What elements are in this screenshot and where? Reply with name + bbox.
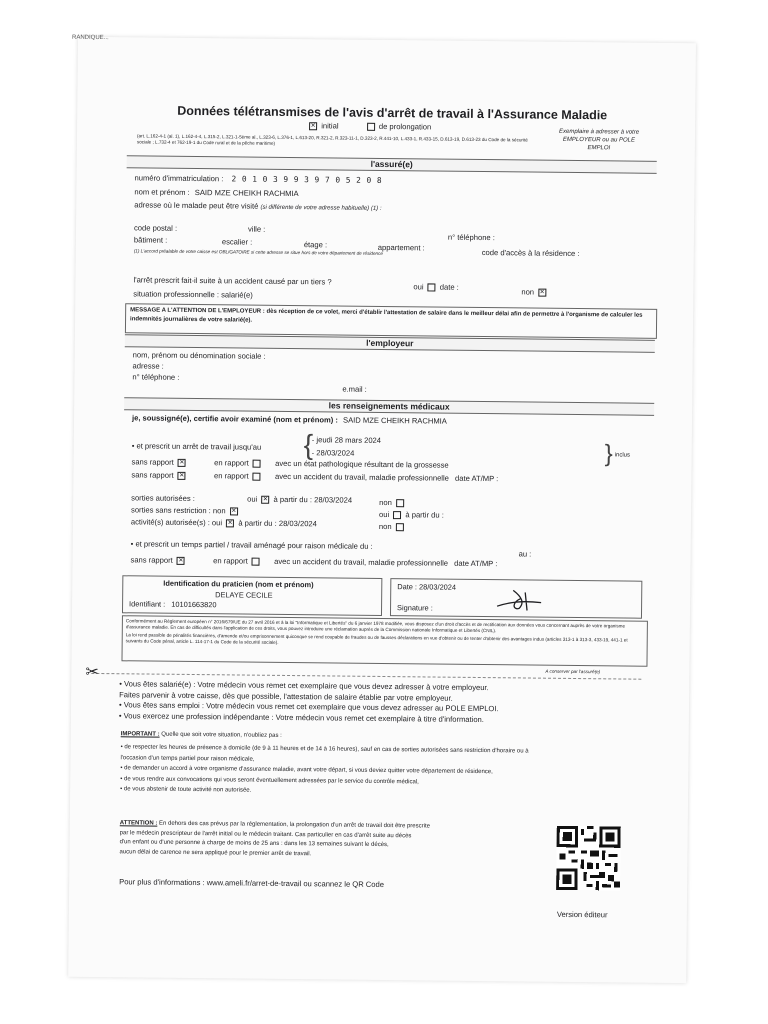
pt-en-rapport-checkbox[interactable]: [252, 558, 260, 566]
pregnancy-en-rapport-checkbox[interactable]: [253, 460, 261, 468]
part-time-accident-row: [130, 555, 497, 568]
activity-from-label: à partir du :: [238, 518, 277, 528]
version-label: Version éditeur: [556, 909, 608, 920]
employer-message: MESSAGE A L'ATTENTION DE L'EMPLOYEUR : dès réception de ce volet, merci d'établir l'attestation de salaire dans le meilleur délai afin de permettre à l'organisme de calculer les indemnités journalières de votre salarié(e).: [125, 303, 657, 339]
activity-non-group: [379, 522, 406, 531]
initial-label: initial: [321, 121, 339, 131]
accident-non-group: [521, 287, 548, 296]
qr-code-icon[interactable]: [556, 824, 621, 893]
important-item: l'occasion d'un temps partiel pour raison médicale,: [120, 754, 255, 763]
insured-number-value: 2 0 1 0 3 9 9 3 9 7 0 5 2 0 8: [231, 174, 383, 185]
instruction-line: Faites parvenir à votre caisse, dès que possible, l'attestation de salaire établie par votre employeur.: [119, 689, 453, 703]
pregnancy-en-rapport-label: en rapport: [214, 458, 249, 468]
attention-line: aucun délai de carence ne sera appliqué pour le premier arrêt de travail.: [119, 848, 312, 857]
right-brace: }: [604, 440, 613, 468]
important-item: • de respecter les heures de présence à domicile (de 9 à 11 heures et de 14 à 16 heures), sauf en cas de sorties autorisées sans restriction d'horaire ou à: [120, 744, 529, 755]
pregnancy-sans-rapport-checkbox[interactable]: [178, 459, 186, 467]
instructions-block: [119, 679, 499, 725]
accident-sans-rapport-label: sans rapport: [131, 470, 174, 480]
penalty-text: La loi rend passible de pénalités financières, d'amende et/ou emprisonnement quiconque se rend coupable de fraudes ou de fausses déclarations en vue d'obtenir ou de tenter d'obtenir des avantages indus (articles 313-1 à 313-3, 433-19, 441-1 et suivants du Code pénal, article L. 114-17-1 du Code de la sécurité sociale).: [125, 632, 628, 645]
important-item: • de vous abstenir de toute activité non autorisée.: [120, 786, 252, 794]
postal-code-label: code postal :: [133, 223, 178, 233]
practitioner-date-label: Date :: [397, 582, 418, 592]
outings-free-row: [131, 505, 240, 515]
activity-non-checkbox[interactable]: [396, 523, 404, 531]
stop-until-label: • et prescrit un arrêt de travail jusqu'au: [131, 441, 262, 452]
outings-free-oui-group: [379, 510, 444, 520]
pt-en-rapport-label: en rapport: [213, 556, 248, 566]
stairs-label: escalier :: [221, 237, 253, 247]
situation-row: [133, 289, 253, 299]
instruction-line: • Vous êtes salarié(e) : Votre médecin vous remet cet exemplaire que vous devez adresser à votre employeur.: [119, 679, 489, 693]
attention-title: ATTENTION :: [119, 820, 158, 827]
keep-note: A conserver par l'assuré(e): [545, 668, 601, 675]
practitioner-date-value: 28/03/2024: [419, 582, 457, 592]
type-checkboxes: [307, 121, 431, 131]
practitioner-id-row: [129, 599, 217, 609]
signature-label: Signature :: [397, 603, 433, 613]
outings-free-oui-checkbox[interactable]: [393, 511, 401, 519]
access-code-label: code d'accès à la résidence :: [481, 248, 580, 259]
attention-line: En dehors des cas prévus par la réglementation, la prolongation d'un arrêt de travail doit être prescrite: [158, 820, 431, 830]
pt-work-accident-text: avec un accident du travail, maladie professionnelle: [274, 556, 449, 568]
prolongation-checkbox[interactable]: [367, 123, 375, 131]
visit-address-label: adresse où le malade peut être visité: [134, 200, 259, 211]
stop-date-text: - jeudi 28 mars 2024: [311, 435, 382, 445]
pt-sans-rapport-checkbox[interactable]: [177, 557, 185, 565]
certify-label: je, soussigné(e), certifie avoir examiné (nom et prénom) :: [131, 413, 339, 425]
insured-footnote: (1) L'accord préalable de votre caisse est OBLIGATOIRE si cette adresse se situe hors de votre département de résidence: [133, 248, 383, 256]
important-item: • de demander un accord à votre organisme d'assurance maladie, avant votre départ, si vous deviez quitter votre département de résidence,: [120, 765, 493, 776]
scissors-icon: ✂: [85, 663, 99, 682]
insured-name-value: SAID MZE CHEIKH RACHMIA: [194, 187, 299, 199]
signature-scribble-icon: [491, 584, 551, 613]
employer-address-label: adresse :: [132, 361, 164, 371]
top-mark: RANDIQUE...: [71, 34, 109, 42]
attention-line: d'un enfant ou d'une personne à charge de moins de 25 ans : dans les 13 semaines suivant le décès,: [119, 839, 389, 849]
practitioner-id-value: 10101663820: [171, 599, 217, 610]
floor-label: étage :: [303, 240, 328, 250]
medical-section-header: les renseignements médicaux: [124, 397, 654, 416]
employer-phone-label: n° téléphone :: [132, 372, 180, 382]
inclus-label: inclus: [614, 452, 631, 459]
accident-non-checkbox[interactable]: [538, 289, 546, 297]
part-time-label: • et prescrit un temps partiel / travail aménagé pour raison médicale du :: [130, 539, 373, 551]
legal-references: (art. L.162-4-1 (al. 1), L.162-4-4, L.315-2, L.321-1-5ème al., L.323-6, L.376-1, L.613-20, R.321-2, R.323-11-1, D.323-2, R.441-10, L.433-1, R.433-15, D.613-19, D.613-23 du Code de la sécurité sociale ; L.732-4 et 762-19-1 du Code rural et de la pêche maritime): [136, 133, 528, 146]
left-brace: {: [303, 429, 314, 461]
visit-address-note: (si différente de votre adresse habituelle) (1) :: [260, 204, 382, 212]
pregnancy-row: [132, 457, 449, 469]
atmp-date-label: date AT/MP :: [455, 473, 499, 484]
rgpd-text: Conformément au Règlement européen n° 2016/679/UE du 27 avril 2016 et à la loi "Informatique et Libertés" du 6 janvier 1978 modifiée, vous disposez d'un droit d'accès et de rectification aux données vous concernant auprès de votre organisme d'assurance maladie. En cas de difficultés dans l'application de ces droits, vous pouvez introduire une réclamation auprès de la Commission nationale Informatique et Libertés (CNIL).: [125, 618, 626, 634]
accident-en-rapport-checkbox[interactable]: [253, 473, 261, 481]
outings-auth-oui-group: [247, 495, 352, 505]
important-list: [120, 742, 529, 799]
visit-address-row: [134, 200, 381, 212]
building-label: bâtiment :: [133, 235, 168, 245]
insured-number-label: numéro d'immatriculation :: [134, 173, 224, 184]
outings-free-from-label: à partir du :: [405, 510, 444, 520]
activity-row: [131, 517, 317, 528]
accident-date-label: date :: [439, 282, 459, 292]
outings-auth-label: sorties autorisées :: [131, 493, 195, 504]
situation-value: salarié(e): [221, 290, 253, 300]
pregnancy-text: avec un état pathologique résultant de la grossesse: [275, 458, 449, 470]
outings-non-checkbox[interactable]: [396, 499, 404, 507]
accident-oui-checkbox[interactable]: [428, 283, 436, 291]
situation-label: situation professionnelle :: [133, 289, 220, 300]
outings-from-label: à partir du :: [273, 494, 313, 505]
activity-from-date: 28/03/2024: [278, 518, 317, 529]
outings-non-group: [379, 498, 406, 507]
practitioner-heading: Identification du praticien (nom et prénom): [163, 578, 314, 590]
insured-number-row: [134, 173, 382, 185]
city-label: ville :: [247, 224, 266, 234]
document-title: Données télétransmises de l'avis d'arrêt de travail à l'Assurance Maladie: [177, 103, 608, 123]
important-item: • de vous rendre aux convocations qui vous seront éventuellement adressées par le service du contrôle médical,: [120, 775, 419, 785]
more-info-text: Pour plus d'informations : www.ameli.fr/arret-de-travail ou scannez le QR Code: [119, 877, 385, 890]
outings-non-label: non: [379, 497, 392, 508]
date-signature-box: [390, 578, 642, 619]
employer-email-label: e.mail :: [342, 384, 367, 394]
outings-free-label: sorties sans restriction : non: [131, 505, 226, 516]
activity-non-label: non: [378, 521, 392, 532]
work-accident-row: [131, 470, 498, 483]
copy-note: Exemplaire à adresser à votre EMPLOYEUR ou au POLE EMPLOI: [558, 128, 640, 152]
employer-section-header: l'employeur: [125, 334, 655, 353]
outings-oui-checkbox[interactable]: [261, 496, 269, 504]
practitioner-id-label: Identifiant :: [129, 599, 166, 609]
insured-name-row: [134, 187, 298, 198]
insured-section-header: l'assuré(e): [127, 155, 657, 174]
pregnancy-sans-rapport-label: sans rapport: [131, 457, 174, 467]
practitioner-date-row: [397, 582, 456, 592]
practitioner-box: [122, 575, 382, 616]
insured-name-label: nom et prénom :: [134, 187, 190, 197]
outings-from-date: 28/03/2024: [314, 495, 353, 505]
part-time-au-label: au :: [518, 549, 532, 559]
initial-checkbox[interactable]: [309, 122, 317, 130]
work-accident-text: avec un accident du travail, maladie professionnelle: [274, 471, 449, 483]
instruction-line: • Vous exercez une profession indépendante : Votre médecin vous remet cet exemplaire à titre d'information.: [118, 710, 484, 724]
practitioner-name: DELAYE CECILE: [215, 590, 273, 600]
important-row: [121, 731, 282, 739]
pt-atmp-date-label: date AT/MP :: [454, 558, 498, 569]
accident-en-rapport-label: en rapport: [213, 471, 249, 481]
attention-line: par le médecin prescripteur de l'arrêt initial ou le médecin traitant. Cas particulier en cas d'arrêt suite au décès: [119, 829, 412, 839]
rgpd-box: [121, 615, 647, 667]
certify-row: [132, 413, 447, 425]
document-page: [68, 34, 696, 983]
activity-label: activité(s) autorisée(s) : oui: [130, 517, 223, 528]
outings-oui-label: oui: [247, 494, 258, 504]
accident-question: l'arrêt prescrit fait-il suite à un accident causé par un tiers ?: [133, 275, 332, 287]
activity-oui-checkbox[interactable]: [226, 519, 234, 527]
prolongation-label: de prolongation: [378, 121, 432, 132]
accident-oui-group: [413, 282, 458, 291]
important-title: IMPORTANT :: [120, 731, 160, 738]
outings-free-non-checkbox[interactable]: [230, 507, 238, 515]
accident-oui-label: oui: [413, 282, 424, 292]
certify-value: SAID MZE CHEIKH RACHMIA: [343, 415, 447, 426]
apartment-label: appartement :: [377, 242, 425, 253]
stop-date-numeric: - 28/03/2024: [311, 448, 355, 458]
important-intro: Quelle que soit votre situation, n'oubliez pas :: [161, 731, 282, 739]
accident-sans-rapport-checkbox[interactable]: [178, 472, 186, 480]
employer-name-label: nom, prénom ou dénomination sociale :: [132, 350, 266, 361]
insured-phone-label: n° téléphone :: [447, 232, 495, 243]
outings-free-oui-label: oui: [378, 509, 390, 520]
pt-sans-rapport-label: sans rapport: [130, 555, 173, 565]
instruction-line: • Vous êtes sans emploi : Votre médecin vous remet cet exemplaire que vous devez adresser au POLE EMPLOI.: [118, 700, 499, 714]
accident-non-label: non: [521, 287, 535, 297]
attention-block: [119, 819, 430, 860]
